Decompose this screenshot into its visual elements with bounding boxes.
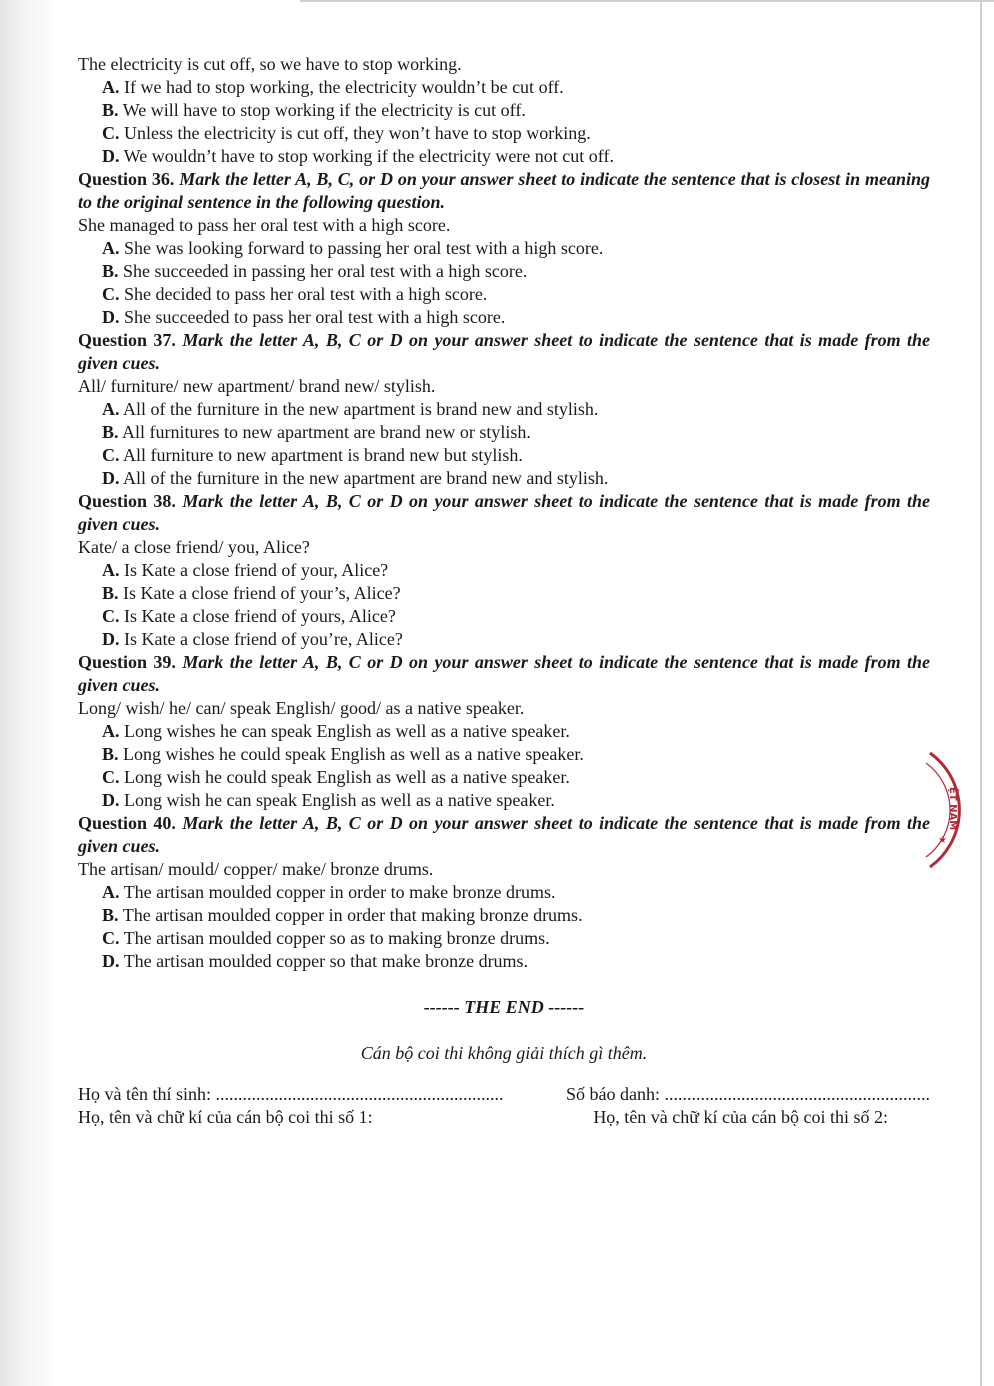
question-stem: The electricity is cut off, so we have to stop working. xyxy=(78,54,462,74)
option-a xyxy=(78,559,930,582)
question-heading xyxy=(78,651,930,697)
option-text: She decided to pass her oral test with a high score. xyxy=(124,284,488,304)
option-a xyxy=(78,76,930,99)
option-letter: C. xyxy=(102,123,120,143)
option-b xyxy=(78,99,930,122)
option-c xyxy=(78,605,930,628)
option-d xyxy=(78,628,930,651)
option-letter: B. xyxy=(102,905,119,925)
option-text: The artisan moulded copper in order that making bronze drums. xyxy=(122,905,583,925)
question-38-block xyxy=(78,490,930,651)
option-letter: D. xyxy=(102,629,120,649)
option-text: The artisan moulded copper in order to make bronze drums. xyxy=(123,882,556,902)
the-end-marker: ------ THE END ------ xyxy=(423,997,585,1017)
question-instruction: Mark the letter A, B, C or D on your answer sheet to indicate the sentence that is made from the given cues. xyxy=(78,330,931,373)
candidate-number-label: Số báo danh: xyxy=(566,1084,665,1104)
candidate-info-row xyxy=(78,1083,930,1106)
option-d xyxy=(78,145,930,168)
option-text: All of the furniture in the new apartment are brand new and stylish. xyxy=(123,468,609,488)
option-a xyxy=(78,720,930,743)
option-letter: C. xyxy=(102,606,120,626)
question-heading xyxy=(78,168,930,214)
invigilator-signature-row xyxy=(78,1106,930,1129)
option-c xyxy=(78,444,930,467)
question-heading xyxy=(78,812,930,858)
option-b xyxy=(78,260,930,283)
option-text: We will have to stop working if the electricity is cut off. xyxy=(122,100,526,120)
option-text: The artisan moulded copper so that make bronze drums. xyxy=(123,951,529,971)
option-text: Long wishes he could speak English as well as a native speaker. xyxy=(123,744,584,764)
candidate-number-blank: ........................................................... xyxy=(664,1084,930,1104)
option-letter: B. xyxy=(102,100,119,120)
option-text: If we had to stop working, the electricity wouldn’t be cut off. xyxy=(124,77,564,97)
option-d xyxy=(78,789,930,812)
page-right-edge xyxy=(980,0,982,1386)
option-text: The artisan moulded copper so as to making bronze drums. xyxy=(123,928,550,948)
question-instruction: Mark the letter A, B, C or D on your answer sheet to indicate the sentence that is made from the given cues. xyxy=(78,813,931,856)
option-letter: D. xyxy=(102,790,120,810)
seal-star-icon: ★ xyxy=(938,835,947,846)
option-letter: D. xyxy=(102,951,120,971)
option-letter: A. xyxy=(102,882,120,902)
option-b xyxy=(78,743,930,766)
question-instruction: Mark the letter A, B, C or D on your answer sheet to indicate the sentence that is made from the given cues. xyxy=(78,491,931,534)
question-stem: All/ furniture/ new apartment/ brand new/ stylish. xyxy=(78,376,436,396)
question-label: Question 36. xyxy=(78,169,175,189)
option-letter: C. xyxy=(102,445,120,465)
option-letter: D. xyxy=(102,146,120,166)
page-edge-shadow xyxy=(0,0,60,1386)
option-letter: C. xyxy=(102,284,120,304)
option-d xyxy=(78,306,930,329)
question-instruction: Mark the letter A, B, C, or D on your answer sheet to indicate the sentence that is closest in meaning to the original sentence in the following question. xyxy=(78,169,931,212)
option-text: All furniture to new apartment is brand new but stylish. xyxy=(123,445,523,465)
candidate-number-field xyxy=(566,1083,930,1106)
option-text: Long wish he could speak English as well as a native speaker. xyxy=(124,767,570,787)
option-letter: B. xyxy=(102,744,119,764)
option-letter: B. xyxy=(102,422,119,442)
option-c xyxy=(78,766,930,789)
seal-text: ỆT NAM xyxy=(947,787,958,831)
question-37-block xyxy=(78,329,930,490)
question-label: Question 39. xyxy=(78,652,176,672)
option-text: She was looking forward to passing her oral test with a high score. xyxy=(124,238,604,258)
option-letter: D. xyxy=(102,468,120,488)
option-letter: A. xyxy=(102,399,120,419)
option-letter: D. xyxy=(102,307,120,327)
option-text: She succeeded to pass her oral test with a high score. xyxy=(124,307,506,327)
option-text: All furnitures to new apartment are brand new or stylish. xyxy=(122,422,531,442)
option-letter: A. xyxy=(102,721,120,741)
question-stem: Kate/ a close friend/ you, Alice? xyxy=(78,537,310,557)
question-heading xyxy=(78,329,930,375)
option-letter: A. xyxy=(102,77,120,97)
question-36-block xyxy=(78,168,930,329)
exam-sheet xyxy=(78,53,930,1129)
option-letter: A. xyxy=(102,238,120,258)
option-b xyxy=(78,421,930,444)
option-text: She succeeded in passing her oral test with a high score. xyxy=(123,261,528,281)
candidate-name-field xyxy=(78,1083,504,1106)
option-letter: A. xyxy=(102,560,120,580)
option-d xyxy=(78,467,930,490)
question-stem: She managed to pass her oral test with a high score. xyxy=(78,215,451,235)
option-letter: B. xyxy=(102,261,119,281)
official-seal-stamp xyxy=(922,745,982,875)
question-label: Question 40. xyxy=(78,813,176,833)
candidate-name-blank: ................................................................ xyxy=(215,1084,504,1104)
option-a xyxy=(78,398,930,421)
option-letter: B. xyxy=(102,583,119,603)
option-text: Long wishes he can speak English as well as a native speaker. xyxy=(124,721,570,741)
invigilator-2-label: Họ, tên và chữ kí của cán bộ coi thi số 2: xyxy=(593,1107,888,1127)
question-39-block xyxy=(78,651,930,812)
option-b xyxy=(78,582,930,605)
option-text: We wouldn’t have to stop working if the electricity were not cut off. xyxy=(123,146,614,166)
option-text: Long wish he can speak English as well as a native speaker. xyxy=(124,790,555,810)
question-40-block xyxy=(78,812,930,973)
question-label: Question 38. xyxy=(78,491,176,511)
option-text: Unless the electricity is cut off, they won’t have to stop working. xyxy=(124,123,591,143)
option-d xyxy=(78,950,930,973)
candidate-name-label: Họ và tên thí sinh: xyxy=(78,1084,216,1104)
option-text: Is Kate a close friend of yours, Alice? xyxy=(124,606,396,626)
option-text: All of the furniture in the new apartment is brand new and stylish. xyxy=(123,399,599,419)
option-text: Is Kate a close friend of you’re, Alice? xyxy=(124,629,403,649)
option-letter: C. xyxy=(102,767,120,787)
option-a xyxy=(78,237,930,260)
page-top-edge xyxy=(300,0,994,2)
option-a xyxy=(78,881,930,904)
option-c xyxy=(78,283,930,306)
question-35-block xyxy=(78,53,930,168)
question-stem: Long/ wish/ he/ can/ speak English/ good/ as a native speaker. xyxy=(78,698,525,718)
invigilator-note: Cán bộ coi thi không giải thích gì thêm. xyxy=(360,1043,648,1063)
option-c xyxy=(78,927,930,950)
question-heading xyxy=(78,490,930,536)
option-letter: C. xyxy=(102,928,120,948)
option-text: Is Kate a close friend of your’s, Alice? xyxy=(123,583,401,603)
invigilator-1-label: Họ, tên và chữ kí của cán bộ coi thi số 1: xyxy=(78,1107,373,1127)
question-label: Question 37. xyxy=(78,330,176,350)
question-stem: The artisan/ mould/ copper/ make/ bronze drums. xyxy=(78,859,434,879)
option-c xyxy=(78,122,930,145)
option-b xyxy=(78,904,930,927)
question-instruction: Mark the letter A, B, C or D on your answer sheet to indicate the sentence that is made from the given cues. xyxy=(78,652,931,695)
option-text: Is Kate a close friend of your, Alice? xyxy=(124,560,389,580)
